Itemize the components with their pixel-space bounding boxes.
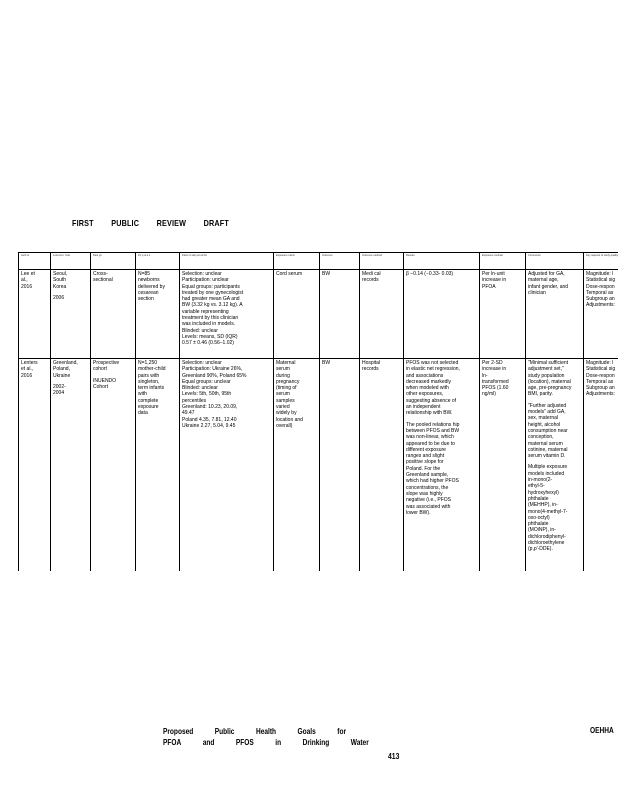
footer-word: Water [350,738,369,747]
cell-line: models" add GA, [528,409,566,416]
cell-line: β −0.14 (−0.33- 0.03) [406,271,454,277]
cell-comments [526,270,584,359]
cell-author [19,270,51,359]
cell-line: Magnitude: l [586,271,614,277]
cell-line: widely by [276,410,297,417]
cell-population [136,270,180,359]
cell-line: Poland. For the [406,465,441,472]
cell-line: 2016 [21,283,33,290]
cell-line: mono(4-methyl-7- [528,508,568,515]
table-row [19,270,618,359]
cell-line: oxo-octyl) [528,514,550,521]
cell-line: N=1,250 [138,360,158,366]
cell-line: pairs with [138,372,160,379]
footer-word: Drinking [302,738,330,747]
cell-line: Selection: unclear [182,360,222,366]
cell-line: delivered by [138,283,165,290]
draft-banner [72,218,244,228]
cell-line: between PFOS and BW [406,427,460,434]
cell-outcome [320,270,360,359]
column-header: Facto rs adj ust ed for [180,253,274,270]
cell-line: (timing of [276,385,297,392]
cell-line: maternal serum [528,440,563,447]
cell-line: 2004 [53,390,65,397]
cell-line: maternal age, [528,277,559,284]
cell-line: phthalate [528,495,549,502]
cell-line: (MOiNP), in- [528,527,556,534]
cell-line: al., [21,277,28,284]
cell-line: different exposure [406,446,446,453]
cell-line: samples [276,397,295,404]
cell-design [91,270,136,359]
cell-population [136,359,180,572]
cell-line: Cross- [93,271,108,277]
cell-line: serum vitamin D. [528,453,566,460]
cell-outcome-method [360,359,404,572]
cell-line: variable representing [182,308,229,315]
cell-line: transformed [482,378,509,385]
cell-line: during [276,372,290,379]
cell-line: sectional [93,277,113,284]
cell-line: Subgroup an [586,296,615,303]
cell-line: dichloroethylene [528,540,565,547]
cell-line: N=85 [138,271,151,277]
column-header: Desi gn [91,253,136,270]
cell-line: PFOA [482,283,496,290]
cell-line: INUENDO [93,377,117,384]
page-number: 413 [388,752,400,761]
cell-line: term infants [138,385,165,392]
cell-line: concentrations, the [406,484,449,491]
cell-line: was associated with [406,503,451,510]
cell-line: Statistical sig [586,366,616,373]
cell-line: Medi cal [362,271,381,277]
cell-line: height, alcohol [528,421,561,428]
cell-factors [180,270,274,359]
cell-line: Participation: unclear [182,277,229,284]
column-header: Key aspects of study quality [584,253,618,270]
cell-line: Dose-respon [586,283,615,290]
column-header: Outcome method [360,253,404,270]
cell-study-quality [584,359,618,572]
study-table-container [18,252,618,578]
cell-line: Per 2-SD [482,360,503,366]
cell-line: PFOS (1.60 [482,385,509,392]
cell-line: 2002- [53,383,66,390]
column-header: Exposure contrast [480,253,526,270]
cell-line: Blinded: unclear [182,327,218,334]
cell-line: Multiple exposure [528,464,568,471]
footer-word: Public [214,727,235,736]
cell-line: (p,p'-DDE). [528,546,553,553]
footer-agency: OEHHA [590,726,614,735]
cell-line: conception, [528,434,554,441]
column-header: Po p ul a ti [136,253,180,270]
cell-line: (MEHHP), in- [528,502,558,509]
cell-line: when modeled with [406,385,449,392]
cell-line: Participation: Ukraine 26%, [182,366,243,373]
cell-line: Cord serum [276,271,303,277]
cell-line: consumption near [528,427,568,434]
cell-line: Greenland sample, [406,472,449,479]
cell-line: Hospital [362,360,381,366]
cell-line: pregnancy [276,378,300,385]
cell-line: adjustment set," [528,366,564,373]
cell-line: Poland 4.35, 7.81, 12.40 [182,416,237,423]
cell-line: Statistical sig [586,277,616,284]
column-header: Exposure matrix [274,253,320,270]
cell-line: South [53,277,67,284]
cell-line: Temporal as [586,289,614,296]
cell-line: serum [276,366,290,373]
cell-factors [180,359,274,572]
cell-line: relationship with BW. [406,410,453,417]
cell-exposure-contrast [480,270,526,359]
cell-exposure-matrix [274,359,320,572]
cell-line: Selection: unclear [182,271,222,277]
cell-line: et al., [21,366,34,373]
cell-outcome-method [360,270,404,359]
cell-line: ln- [482,372,488,379]
cell-line: negative (i.e., PFOS [406,497,452,504]
cell-design [91,359,136,572]
cell-line: Lenters [21,360,38,366]
cell-line: The pooled relations hip [406,421,460,428]
cell-line: (location), maternal [528,378,571,385]
cell-line: "Further adjusted [528,402,567,409]
cell-location [51,270,91,359]
footer-word: PFOS [235,738,254,747]
cell-line: Per ln-unit [482,271,505,277]
cell-line: location and [276,416,303,423]
cell-line: study population [528,372,565,379]
cell-line: cotinine, maternal [528,446,568,453]
cell-study-quality [584,270,618,359]
cell-line: infant gender, and [528,283,569,290]
cell-line: in-mono(2- [528,477,553,484]
cell-line: singleton, [138,378,160,385]
cell-line: Poland, [53,366,70,373]
cell-line: decreased markedly [406,378,452,385]
cell-exposure-matrix [274,270,320,359]
cell-line: Lee et [21,271,35,277]
cell-line: Levels: 5th, 50th, 95th [182,391,232,398]
cell-line: ng/ml) [482,391,496,398]
cell-line: BW (3.32 kg vs. 3.12 kg). A [182,302,243,309]
cell-line: Seoul, [53,271,68,277]
footer-word: and [202,738,215,747]
cell-line: Greenland: 10.23, 20.09, [182,404,238,411]
cell-line: percentiles [182,397,207,404]
cell-line: BMI, parity. [528,391,553,398]
footer-word: Proposed [163,727,194,736]
footer-line-2 [163,737,388,748]
cell-line: had greater mean GA and [182,296,240,303]
cell-line: Equal groups: participants [182,283,240,290]
column-header: Auth or [19,253,51,270]
draft-banner-word: REVIEW [156,218,187,228]
cell-line: increase in [482,366,507,373]
cell-line: Korea [53,283,67,290]
cell-line: with [138,391,147,398]
footer-word: for [337,727,347,736]
cell-line: BW [322,271,331,277]
cell-line: sex, maternal [528,415,559,422]
column-header: Outcome [320,253,360,270]
cell-line: complete [138,397,159,404]
study-table [18,252,618,571]
cell-line: newborns [138,277,160,284]
cell-line: ethyl-5- [528,483,545,490]
cell-line: Levels: means, SD (IQR) [182,333,238,340]
cell-line: Blinded: unclear [182,385,218,392]
cell-results [404,270,480,359]
cell-line: varied [276,404,290,411]
cell-line: Greenland, [53,360,78,366]
cell-line: 2016 [21,372,33,379]
cell-results [404,359,480,572]
cell-line: in elastic net regression, [406,366,460,373]
cell-line: treatment by this clinician [182,315,239,322]
cell-line: exposure [138,404,159,411]
cell-line: Subgroup an [586,385,615,392]
cell-line: Cohort [93,383,109,390]
column-header: Loca tion, Year [51,253,91,270]
cell-line: Maternal [276,360,296,366]
footer-line-1 [163,726,388,737]
cell-line: an independent [406,404,441,411]
cell-line: Equal groups: unclear [182,378,231,385]
cell-line: hydroxyhexyl) [528,489,559,496]
cell-line: cesarean [138,289,159,296]
cell-line: increase in [482,277,507,284]
cell-line: models included [528,470,565,477]
cell-line: mother-child [138,366,166,373]
cell-author [19,359,51,572]
cell-line: Temporal as [586,378,614,385]
footer-word: PFOA [163,738,182,747]
footer-word: Health [255,727,277,736]
cell-line: "Minimal sufficient [528,360,569,366]
cell-line: suggesting absence of [406,397,457,404]
cell-line: serum [276,391,290,398]
cell-line: 0.57 ± 0.46 (0.56–1.02) [182,340,234,347]
table-header-row [19,253,618,270]
cell-line: clinician [528,289,546,296]
cell-line: Adjustments: [586,302,615,309]
draft-banner-word: DRAFT [203,218,229,228]
cell-line: BW [322,360,331,366]
cell-line: age, pre-pregnancy [528,385,572,392]
cell-line: Ukraine [53,372,71,379]
cell-line: section [138,296,154,303]
column-header: Results [404,253,480,270]
cell-line: 49.47 [182,410,195,417]
cell-location [51,359,91,572]
cell-line: records [362,277,379,284]
cell-line: was included in models. [182,321,236,328]
cell-line: slope was highly [406,490,443,497]
cell-line: other exposures, [406,391,444,398]
cell-line: which had higher PFOS [406,478,459,485]
document-footer [163,726,388,748]
cell-outcome [320,359,360,572]
cell-line: lower BW). [406,509,431,516]
cell-comments [526,359,584,572]
cell-line: treated by one gynecologist [182,289,244,296]
cell-line: Prospective [93,360,120,366]
cell-line: phthalate [528,521,549,528]
cell-line: and associations [406,372,444,379]
cell-line: appeared to be due to [406,440,455,447]
cell-line: records [362,366,379,373]
cell-line: Ukraine 2.27, 5.04, 9.45 [182,422,236,429]
footer-word: in [275,738,282,747]
cell-line: Adjustments: [586,391,615,398]
cell-line: ranges and slight [406,453,445,460]
cell-line: Magnitude: l [586,360,614,366]
cell-line: Adjusted for GA, [528,271,565,277]
column-header: Comments [526,253,584,270]
cell-line: Dose-respon [586,372,615,379]
cell-line: 2006 [53,294,65,301]
draft-banner-word: FIRST [72,218,94,228]
cell-line: cohort [93,366,107,373]
table-row [19,359,618,572]
cell-line: was non-linear, which [406,434,454,441]
footer-word: Goals [297,727,316,736]
cell-exposure-contrast [480,359,526,572]
cell-line: dichlorodiphenyl- [528,533,566,540]
cell-line: overall) [276,422,293,429]
cell-line: positive slope for [406,459,444,466]
cell-line: PFOS was not selected [406,360,459,366]
cell-line: data [138,410,148,417]
draft-banner-word: PUBLIC [111,218,140,228]
cell-line: Greenland 90%, Poland 65% [182,372,247,379]
